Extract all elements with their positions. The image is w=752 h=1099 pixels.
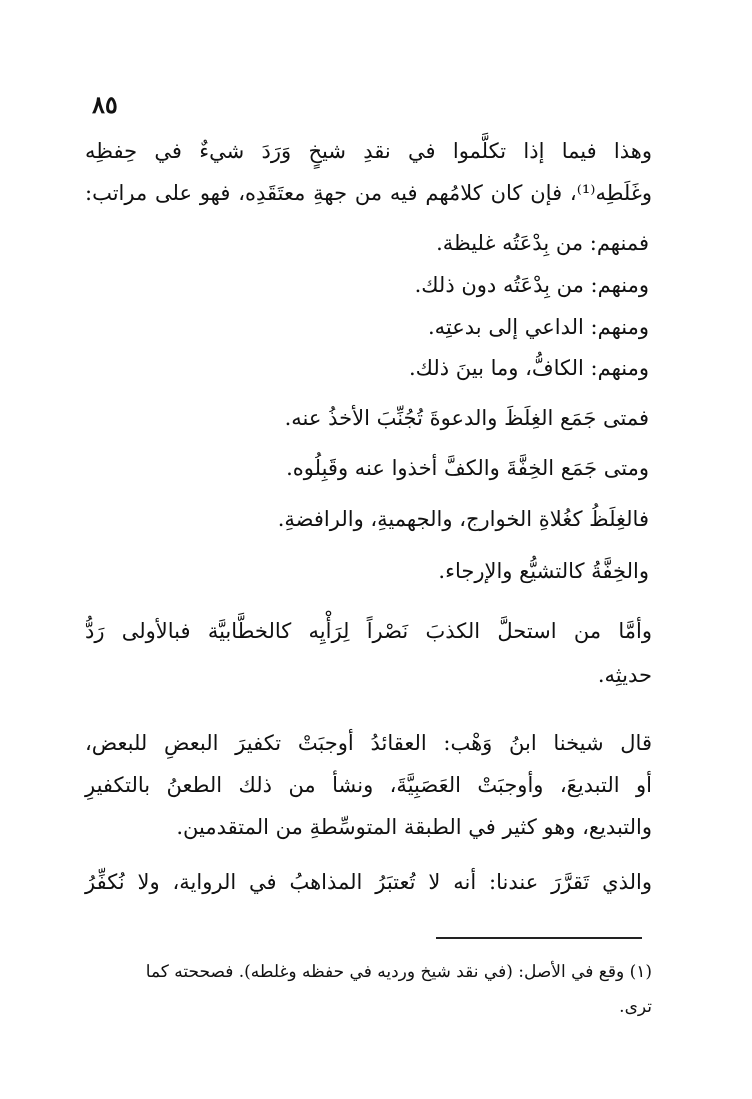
- rule-line-4: والخِفَّةُ كالتشيُّع والإرجاء.: [438, 559, 649, 583]
- footnote-divider: [436, 937, 642, 939]
- rule-line-2: ومتى جَمَع الخِفَّةَ والكفَّ أخذوا عنه وقَبِلُوه.: [286, 456, 649, 480]
- rule-line-3: فالغِلَظُ كغُلاةِ الخوارج، والجهميةِ، والرافضةِ.: [277, 507, 649, 531]
- list-item-3: ومنهم: الداعي إلى بدعتِه.: [427, 315, 649, 339]
- paragraph-2-line-2: حديثِه.: [597, 663, 652, 687]
- paragraph-4-line-1: والذي تَقرَّرَ عندنا: أنه لا تُعتبَرُ المذاهبُ في الرواية، ولا نُكفِّرُ: [85, 870, 652, 894]
- page-number: ٨٥: [92, 90, 118, 119]
- list-item-1: فمنهم: من بِدْعَتُه غليظة.: [436, 231, 649, 255]
- footnote-line-1: (١) وقع في الأصل: (في نقد شيخ ورديه في حفظه وغلطه). فصححته كما: [145, 962, 652, 982]
- list-item-4: ومنهم: الكافُّ، وما بينَ ذلك.: [408, 356, 649, 380]
- list-item-2: ومنهم: من بِدْعَتُه دون ذلك.: [414, 273, 649, 297]
- paragraph-1-line-2: وغَلَطِه⁽¹⁾، فإن كان كلامُهم فيه من جهةِ معتَقَدِه، فهو على مراتب:: [85, 181, 652, 205]
- footnote-line-2: ترى.: [619, 997, 652, 1017]
- paragraph-1-line-1: وهذا فيما إذا تكلَّموا في نقدِ شيخٍ وَرَدَ شيءٌ في حِفظِه: [85, 139, 652, 163]
- rule-line-1: فمتى جَمَع الغِلَظَ والدعوةَ تُجُنِّبَ الأخذُ عنه.: [284, 406, 649, 430]
- paragraph-3-line-1: قال شيخنا ابنُ وَهْب: العقائدُ أوجبَتْ تكفيرَ البعضِ للبعض،: [85, 731, 652, 755]
- paragraph-2-line-1: وأمَّا من استحلَّ الكذبَ نَصْراً لِرَأْيِه كالخطَّابيَّة فبالأولى رَدُّ: [85, 619, 652, 643]
- paragraph-3-line-3: والتبديع، وهو كثير في الطبقة المتوسِّطةِ من المتقدمين.: [176, 815, 652, 839]
- paragraph-3-line-2: أو التبديعَ، وأوجبَتْ العَصَبِيَّةَ، ونشأ من ذلك الطعنُ بالتكفيرِ: [85, 773, 652, 797]
